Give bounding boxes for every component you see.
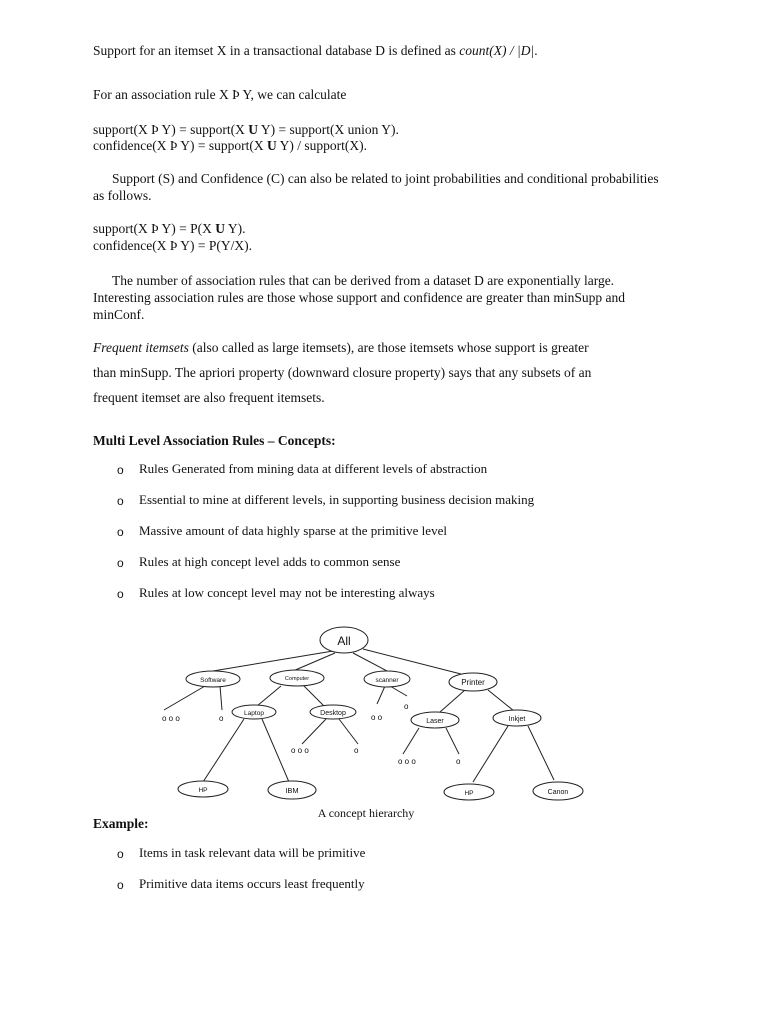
joint-probability-paragraph: Support (S) and Confidence (C) can also be related to joint probabilities and conditional probabilities as follows. (93, 171, 659, 203)
list-item-text: Items in task relevant data will be primitive (139, 845, 366, 860)
list-item-text: Rules at low concept level may not be interesting always (139, 585, 435, 600)
node-laser (411, 712, 459, 728)
node-printer (449, 673, 497, 691)
confidence-formula-post: Y) / support(X). (276, 138, 367, 153)
concept-hierarchy-diagram (150, 622, 600, 822)
leaf-dot: o (219, 714, 224, 723)
bullet-marker: o (117, 494, 124, 508)
node-laptop-label: Laptop (244, 710, 264, 717)
list-item-text: Rules at high concept level adds to common sense (139, 554, 401, 569)
frequent-itemsets-line-3: frequent itemset are also frequent itemsets. (93, 390, 325, 405)
support-formula (93, 121, 399, 138)
node-laptop (232, 705, 276, 719)
leaf-dots: o o o (162, 714, 180, 723)
support-definition-end: . (534, 43, 538, 58)
node-canon (533, 782, 583, 800)
concept-hierarchy-figure (150, 622, 600, 822)
node-scanner (364, 671, 410, 687)
list-item-text: Rules Generated from mining data at different levels of abstraction (139, 461, 488, 476)
node-all (320, 627, 368, 653)
leaf-dots: o o (371, 713, 383, 722)
rules-count-paragraph: The number of association rules that can be derived from a dataset D are exponentially large. Interesting association rules are those whose support and confidence are greater than minSupp and minConf. (93, 273, 625, 322)
node-all-label: All (337, 634, 351, 648)
frequent-itemsets-line-2: than minSupp. The apriori property (downward closure property) says that any subsets of an (93, 365, 592, 380)
support-formula-post: Y) = support(X union Y). (257, 122, 399, 137)
bullet-marker: o (117, 463, 124, 477)
list-item-text: Primitive data items occurs least frequently (139, 876, 365, 891)
rule-intro: For an association rule X Þ Y, we can calculate (93, 87, 347, 102)
support-probability (93, 220, 246, 237)
list-item-text: Massive amount of data highly sparse at the primitive level (139, 523, 447, 538)
node-hp-label: HP (198, 787, 208, 794)
union-symbol: U (248, 122, 258, 137)
node-inkjet (493, 710, 541, 726)
node-scanner-label: scanner (375, 677, 399, 684)
bullet-marker: o (117, 556, 124, 570)
leaf-dot: o (404, 702, 409, 711)
node-hp-computer (178, 781, 228, 797)
bullet-marker: o (117, 847, 124, 861)
bullet-marker: o (117, 587, 124, 601)
leaf-dot: o (456, 757, 461, 766)
support-formula-inline: count(X) / |D| (459, 43, 535, 58)
node-canon-label: Canon (547, 789, 569, 796)
confidence-probability: confidence(X Þ Y) = P(Y/X). (93, 238, 252, 253)
confidence-formula-pre: confidence(X Þ Y) = support(X (93, 138, 267, 153)
node-software-label: Software (200, 677, 226, 684)
node-ibm-label: IBM (285, 786, 299, 795)
node-computer (270, 670, 324, 686)
support-prob-pre: support(X Þ Y) = P(X (93, 221, 216, 236)
confidence-formula (93, 137, 367, 154)
list-item-text: Essential to mine at different levels, in supporting business decision making (139, 492, 535, 507)
union-symbol: U (266, 138, 277, 153)
leaf-dots: o o o (398, 757, 416, 766)
bullet-marker: o (117, 525, 124, 539)
node-hp-label: HP (464, 790, 474, 797)
bullet-marker: o (117, 878, 124, 892)
support-formula-pre: support(X Þ Y) = support(X (93, 122, 249, 137)
node-printer-label: Printer (461, 678, 485, 687)
node-desktop (310, 705, 356, 719)
example-heading: Example: (93, 816, 149, 831)
support-definition (93, 42, 538, 59)
node-computer-label: Computer (284, 676, 310, 682)
leaf-dots: o o o (291, 746, 309, 755)
frequent-itemsets-term: Frequent itemsets (93, 340, 189, 355)
node-inkjet-label: Inkjet (508, 716, 526, 723)
frequent-itemsets-text: (also called as large itemsets), are those itemsets whose support is greater (188, 340, 589, 355)
frequent-itemsets-line-1 (93, 339, 589, 356)
node-laser-label: Laser (426, 718, 444, 725)
section-heading: Multi Level Association Rules – Concepts: (93, 433, 336, 448)
support-prob-post: Y). (225, 221, 246, 236)
support-definition-text: Support for an itemset X in a transactional database D is defined as (93, 43, 460, 58)
node-desktop-label: Desktop (320, 710, 346, 717)
node-ibm (268, 781, 316, 799)
union-symbol: U (215, 221, 225, 236)
node-hp-printer (444, 784, 494, 800)
leaf-dot: o (354, 746, 359, 755)
node-software (186, 671, 240, 687)
figure-caption: A concept hierarchy (317, 806, 415, 820)
